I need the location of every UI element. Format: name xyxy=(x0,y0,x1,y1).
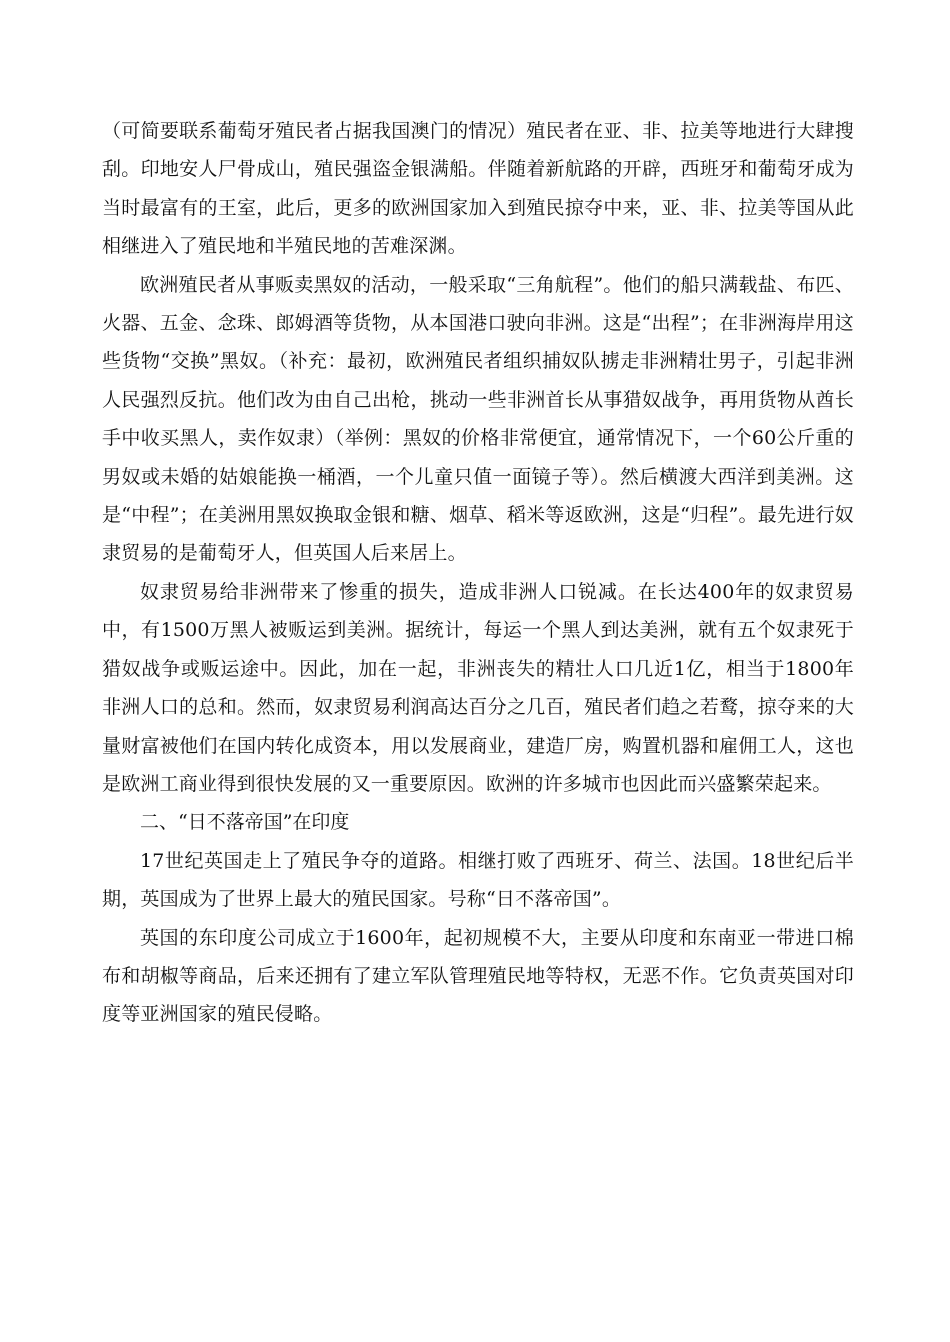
paragraph-british-empire: 17世纪英国走上了殖民争夺的道路。相继打败了西班牙、荷兰、法国。18世纪后半期，英国成为了世界上最大的殖民国家。号称“日不落帝国”。 xyxy=(102,849,854,911)
paragraph-east-india-company: 英国的东印度公司成立于1600年，起初规模不大，主要从印度和东南亚一带进口棉布和胡椒等商品，后来还拥有了建立军队管理殖民地等特权，无恶不作。它负责英国对印度等亚洲国家的殖民侵略。 xyxy=(102,926,854,1026)
section-heading: 二、“日不落帝国”在印度 xyxy=(140,811,350,834)
paragraph-colonial-plunder: （可简要联系葡萄牙殖民者占据我国澳门的情况）殖民者在亚、非、拉美等地进行大肆搜刮。印地安人尸骨成山，殖民强盗金银满船。伴随着新航路的开辟，西班牙和葡萄牙成为当时最富有的王室，此后，更多的欧洲国家加入到殖民掠夺中来，亚、非、拉美等国从此相继进入了殖民地和半殖民地的苦难深渊。 xyxy=(102,120,854,258)
document-page xyxy=(102,112,854,1034)
paragraph-slave-trade-losses: 奴隶贸易给非洲带来了惨重的损失，造成非洲人口锐减。在长达400年的奴隶贸易中，有1500万黑人被贩运到美洲。据统计，每运一个黑人到达美洲，就有五个奴隶死于猎奴战争或贩运途中。因此，加在一起，非洲丧失的精壮人口几近1亿，相当于1800年非洲人口的总和。然而，奴隶贸易利润高达百分之几百，殖民者们趋之若鹜，掠夺来的大量财富被他们在国内转化成资本，用以发展商业，建造厂房，购置机器和雇佣工人，这也是欧洲工商业得到很快发展的又一重要原因。欧洲的许多城市也因此而兴盛繁荣起来。 xyxy=(102,580,854,795)
paragraph-triangular-trade: 欧洲殖民者从事贩卖黑奴的活动，一般采取“三角航程”。他们的船只满载盐、布匹、火器、五金、念珠、郎姆酒等货物，从本国港口驶向非洲。这是“出程”；在非洲海岸用这些货物“交换”黑奴。（补充：最初，欧洲殖民者组织捕奴队掳走非洲精壮男子，引起非洲人民强烈反抗。他们改为由自己出枪，挑动一些非洲首长从事猎奴战争，再用货物从酋长手中收买黑人，卖作奴隶）（举例：黑奴的价格非常便宜，通常情况下，一个60公斤重的男奴或未婚的姑娘能换一桶酒，一个儿童只值一面镜子等）。然后横渡大西洋到美洲。这是“中程”；在美洲用黑奴换取金银和糖、烟草、稻米等返欧洲，这是“归程”。最先进行奴隶贸易的是葡萄牙人，但英国人后来居上。 xyxy=(102,273,854,565)
